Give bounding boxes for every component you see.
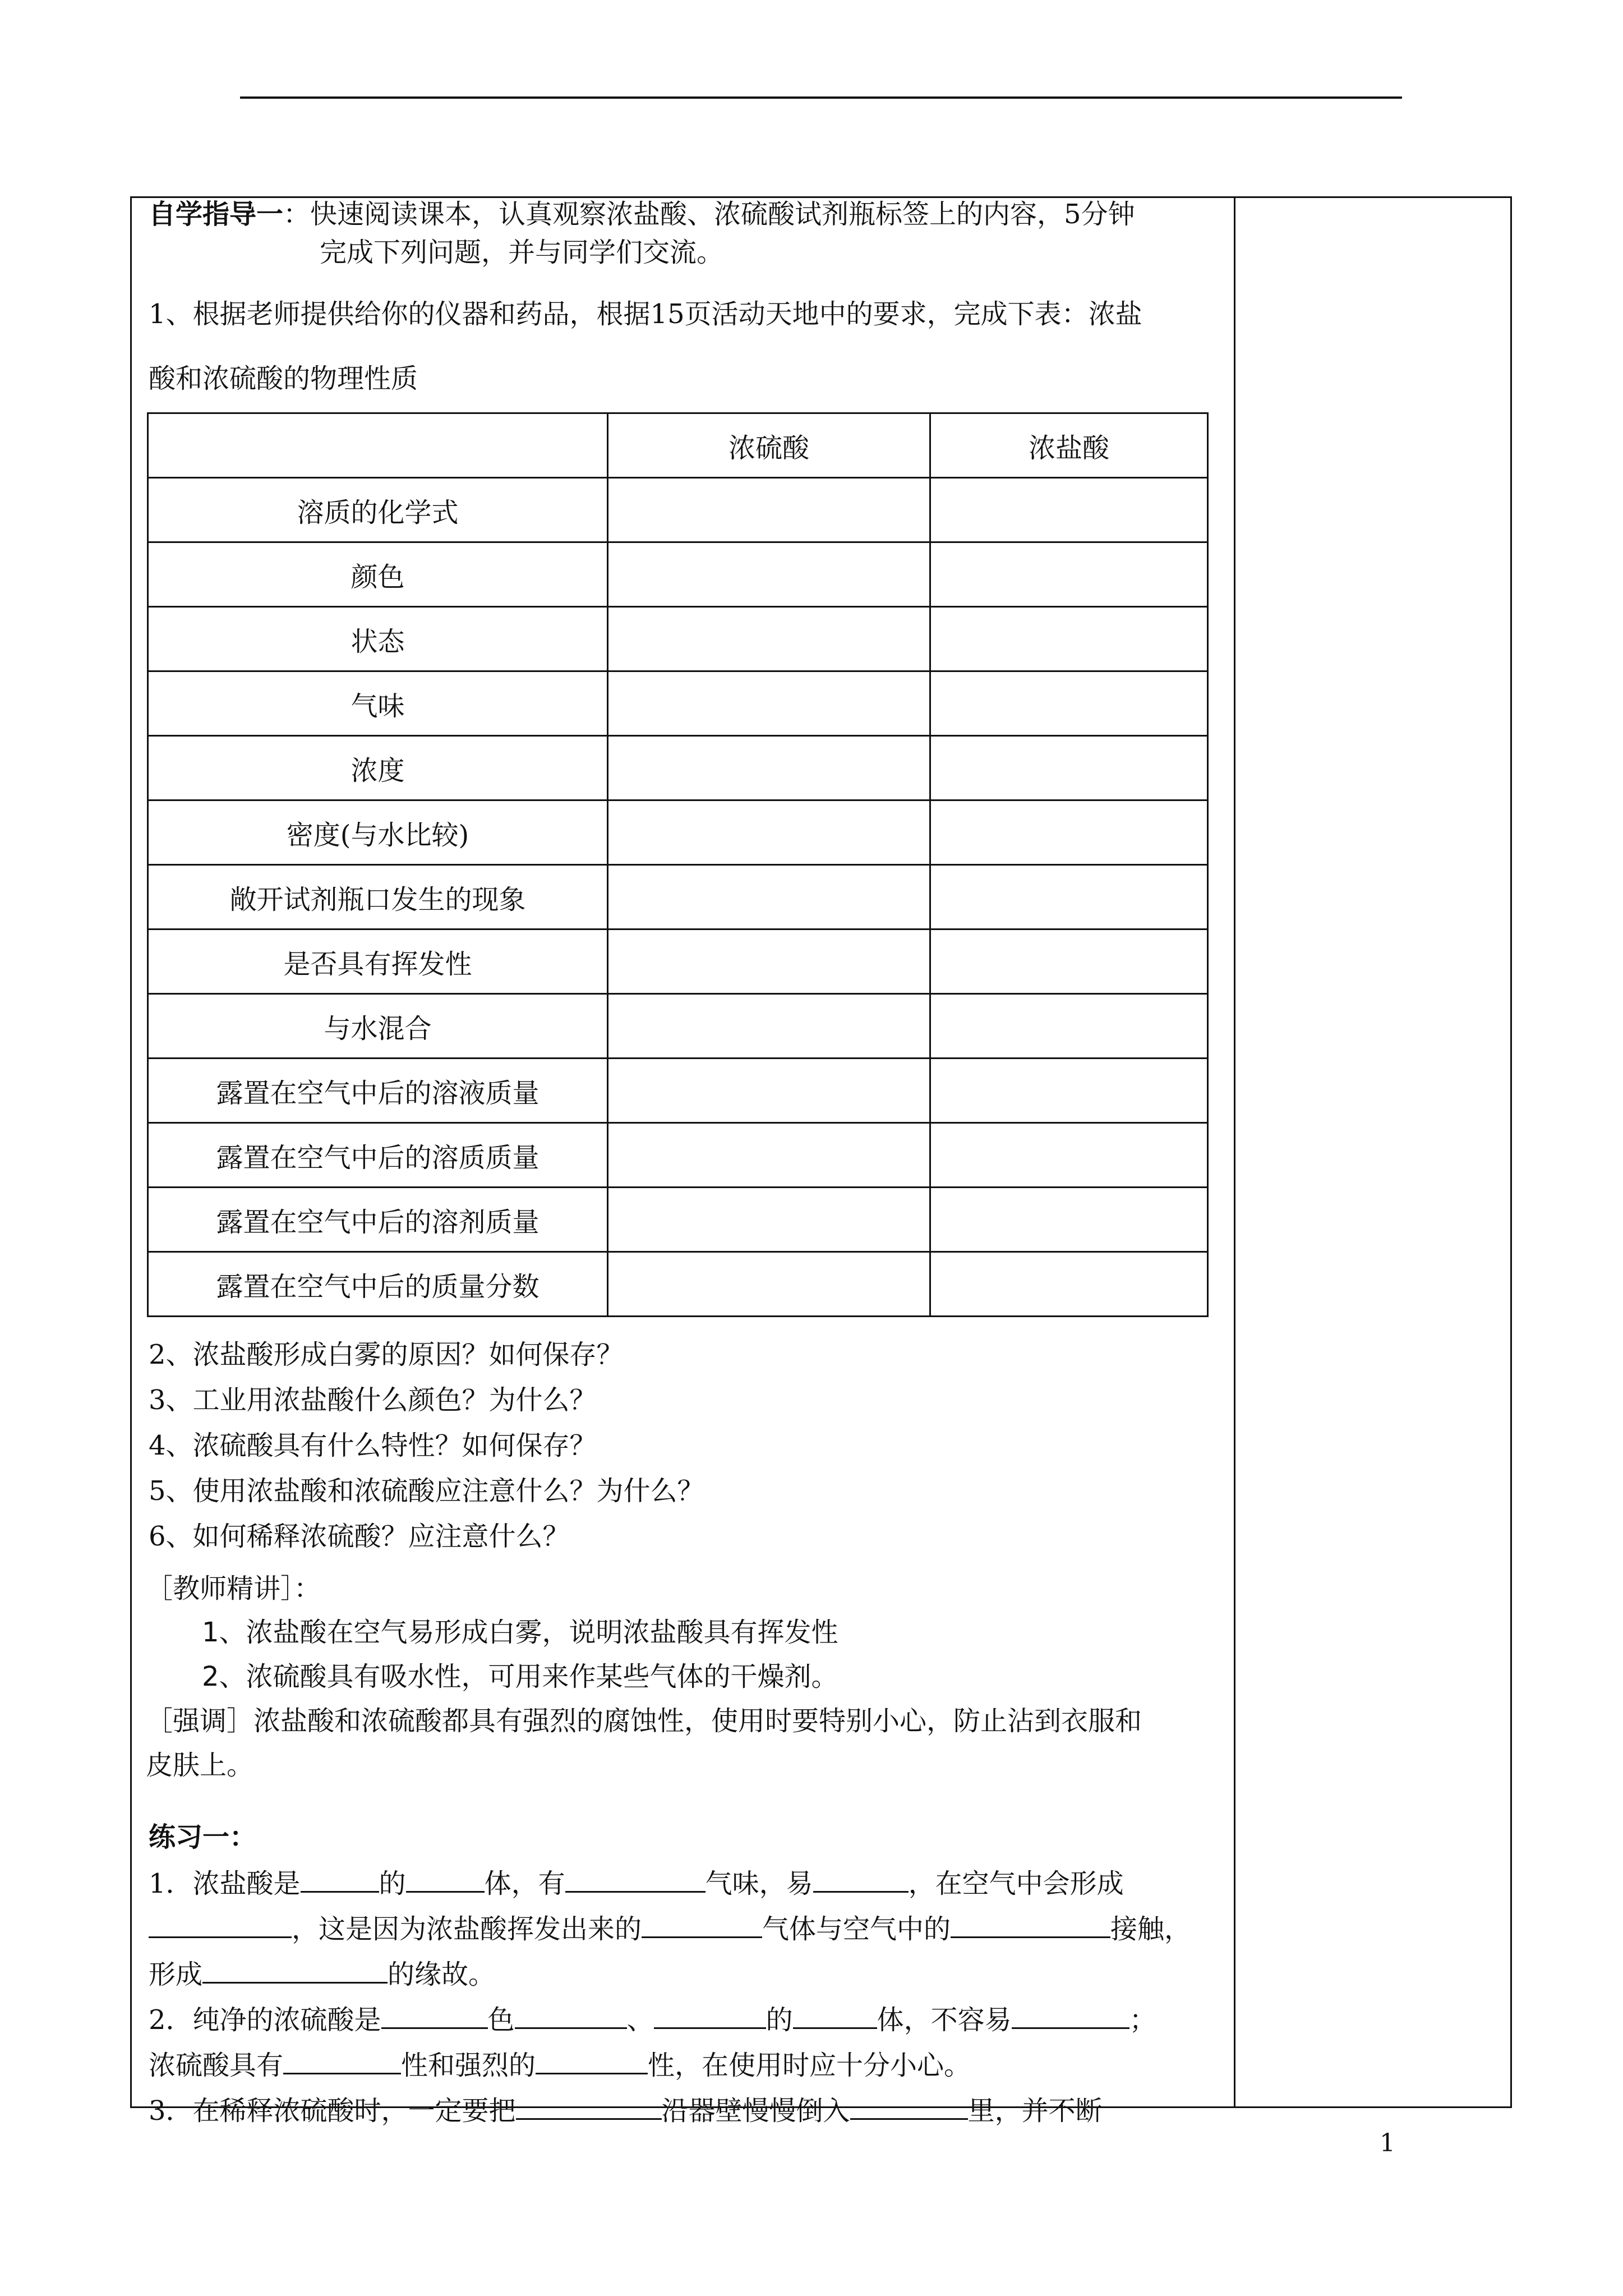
table-row [148,478,1208,542]
property-label: 敞开试剂瓶口发生的现象 [148,865,608,930]
table-row [148,1188,1208,1252]
table-header-sulfuric-acid: 浓硫酸 [608,413,930,478]
answer-blank[interactable] [381,2003,488,2029]
notes-column-divider [1234,196,1235,2108]
exercise-q3-line-1: 3．在稀释浓硫酸时，一定要把 沿器壁慢慢倒入 里，并不断 [149,2093,1103,2128]
page-number: 1 [1380,2129,1395,2157]
question-2: 2、浓盐酸形成白雾的原因？如何保存？ [149,1339,624,1370]
teacher-point-2: 2、浓硫酸具有吸水性，可用来作某些气体的干燥剂。 [202,1661,838,1692]
guide-line-1 [149,197,1135,231]
sulfuric-acid-cell[interactable] [608,865,930,930]
teacher-point-1: 1、浓盐酸在空气易形成白雾，说明浓盐酸具有挥发性 [202,1617,838,1648]
answer-blank[interactable] [515,2003,627,2029]
sulfuric-acid-cell[interactable] [608,607,930,671]
property-label: 是否具有挥发性 [148,930,608,994]
question-4: 4、浓硫酸具有什么特性？如何保存？ [149,1430,597,1461]
answer-blank[interactable] [516,2093,662,2120]
question-3: 3、工业用浓盐酸什么颜色？为什么？ [149,1384,597,1416]
exercise-q1-line-1: 1．浓盐酸是 的 体，有 气味，易 ，在空气中会形成 [149,1866,1124,1901]
guide-title: 自学指导一 [149,199,284,230]
hydrochloric-acid-cell[interactable] [930,1123,1208,1188]
hydrochloric-acid-cell[interactable] [930,1252,1208,1317]
answer-blank[interactable] [202,1957,388,1984]
hydrochloric-acid-cell[interactable] [930,1188,1208,1252]
answer-blank[interactable] [793,2003,877,2029]
answer-blank[interactable] [654,2003,766,2029]
question-6: 6、如何稀释浓硫酸？应注意什么？ [149,1521,570,1552]
exercise-q2-line-1: 2．纯净的浓硫酸是 色 、 的 体，不容易 ； [149,2003,1156,2037]
sulfuric-acid-cell[interactable] [608,1123,930,1188]
property-label: 露置在空气中后的溶液质量 [148,1059,608,1123]
sulfuric-acid-cell[interactable] [608,671,930,736]
hydrochloric-acid-cell[interactable] [930,1059,1208,1123]
sulfuric-acid-cell[interactable] [608,1252,930,1317]
answer-blank[interactable] [565,1866,706,1893]
hydrochloric-acid-cell[interactable] [930,542,1208,607]
answer-blank[interactable] [283,2048,401,2074]
sulfuric-acid-cell[interactable] [608,542,930,607]
property-label: 气味 [148,671,608,736]
sulfuric-acid-cell[interactable] [608,736,930,800]
teacher-heading: ［教师精讲］： [146,1573,321,1604]
hydrochloric-acid-cell[interactable] [930,607,1208,671]
answer-blank[interactable] [1012,2003,1129,2029]
hydrochloric-acid-cell[interactable] [930,478,1208,542]
sulfuric-acid-cell[interactable] [608,1188,930,1252]
exercise-q1-line-2: ，这是因为浓盐酸挥发出来的 气体与空气中的 接触， [149,1912,1191,1946]
sulfuric-acid-cell[interactable] [608,800,930,865]
answer-blank[interactable] [850,2093,968,2120]
property-label: 密度(与水比较) [148,800,608,865]
sulfuric-acid-cell[interactable] [608,930,930,994]
task1-line-1: 1、根据老师提供给你的仪器和药品，根据15页活动天地中的要求，完成下表：浓盐 [149,298,1142,330]
exercise-q2-line-2: 浓硫酸具有 性和强烈的 性，在使用时应十分小心。 [149,2048,971,2082]
hydrochloric-acid-cell[interactable] [930,994,1208,1059]
answer-blank[interactable] [149,1912,292,1938]
sulfuric-acid-cell[interactable] [608,1059,930,1123]
table-row [148,542,1208,607]
table-row [148,865,1208,930]
table-row [148,930,1208,994]
hydrochloric-acid-cell[interactable] [930,671,1208,736]
exercise-title: 练习一： [149,1821,257,1853]
answer-blank[interactable] [301,1866,379,1893]
table-row [148,1252,1208,1317]
table-header-hydrochloric-acid: 浓盐酸 [930,413,1208,478]
sulfuric-acid-cell[interactable] [608,994,930,1059]
property-label: 浓度 [148,736,608,800]
hydrochloric-acid-cell[interactable] [930,930,1208,994]
question-5: 5、使用浓盐酸和浓硫酸应注意什么？为什么？ [149,1475,704,1507]
hydrochloric-acid-cell[interactable] [930,865,1208,930]
property-label: 颜色 [148,542,608,607]
table-row [148,1059,1208,1123]
table-row [148,800,1208,865]
table-header-blank [148,413,608,478]
property-label: 露置在空气中后的质量分数 [148,1252,608,1317]
table-row [148,994,1208,1059]
exercise-q1-line-3: 形成 的缘故。 [149,1957,495,1991]
hydrochloric-acid-cell[interactable] [930,736,1208,800]
property-label: 露置在空气中后的溶剂质量 [148,1188,608,1252]
physical-properties-table [147,412,1209,1317]
teacher-emphasis-line-1: ［强调］浓盐酸和浓硫酸都具有强烈的腐蚀性，使用时要特别小心，防止沾到衣服和 [146,1705,1142,1737]
answer-blank[interactable] [813,1866,909,1893]
table-row [148,1123,1208,1188]
answer-blank[interactable] [642,1912,762,1938]
table-row [148,607,1208,671]
header-rule [240,96,1402,99]
table-header-row [148,413,1208,478]
answer-blank[interactable] [536,2048,648,2074]
property-label: 溶质的化学式 [148,478,608,542]
guide-line-2: 完成下列问题，并与同学们交流。 [320,237,724,268]
property-label: 状态 [148,607,608,671]
guide-colon: ： [283,199,311,230]
table-row [148,736,1208,800]
answer-blank[interactable] [951,1912,1110,1938]
hydrochloric-acid-cell[interactable] [930,800,1208,865]
table-row [148,671,1208,736]
answer-blank[interactable] [406,1866,485,1893]
guide-text-1: 快速阅读课本，认真观察浓盐酸、浓硫酸试剂瓶标签上的内容，5分钟 [310,199,1135,230]
property-label: 露置在空气中后的溶质质量 [148,1123,608,1188]
property-label: 与水混合 [148,994,608,1059]
teacher-emphasis-line-2: 皮肤上。 [146,1750,254,1781]
sulfuric-acid-cell[interactable] [608,478,930,542]
task1-line-2: 酸和浓硫酸的物理性质 [149,363,418,394]
